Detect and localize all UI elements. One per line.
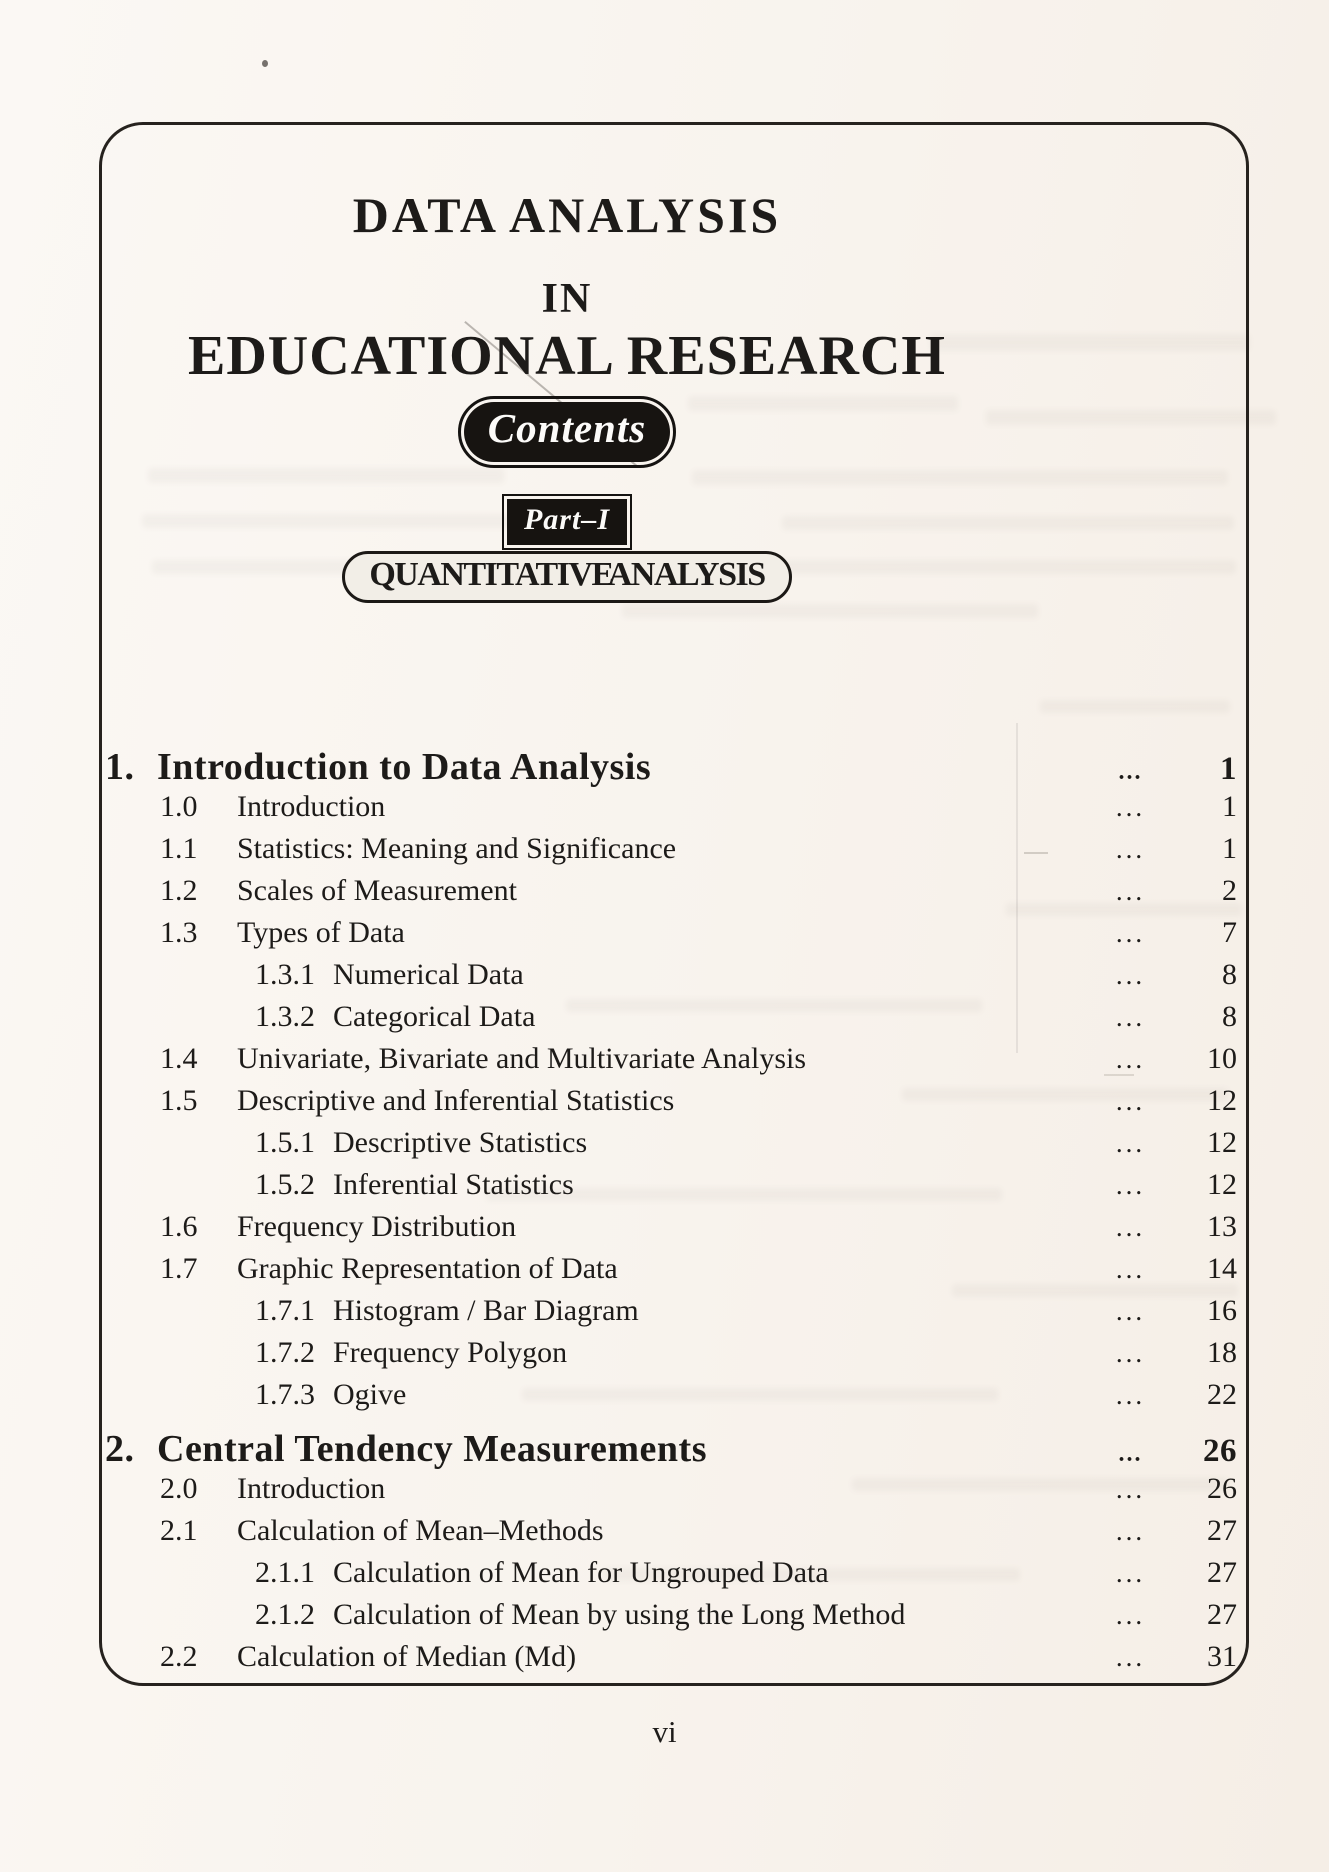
toc-section-row [105, 1640, 1237, 1682]
part-badge [502, 494, 632, 550]
toc-section-row [105, 874, 1237, 916]
toc-entry-page: 12 [1207, 1126, 1237, 1159]
toc-entry-number: 1.5.2 [255, 1168, 315, 1201]
table-of-contents [105, 738, 1237, 1682]
toc-entry-page: 13 [1207, 1210, 1237, 1243]
toc-subsection-row [105, 1168, 1237, 1210]
toc-entry-number: 1.0 [160, 790, 198, 823]
toc-entry-number: 1.4 [160, 1042, 198, 1075]
toc-section-row [105, 1042, 1237, 1084]
toc-entry-number: 1.6 [160, 1210, 198, 1243]
toc-entry-page: 1 [1222, 790, 1237, 823]
toc-leader-dots: ... [1115, 918, 1146, 948]
toc-entry-page: 10 [1207, 1042, 1237, 1075]
toc-entry-page: 12 [1207, 1084, 1237, 1117]
toc-leader-dots: ... [1118, 1441, 1143, 1467]
part-badge-row [97, 494, 1037, 550]
toc-subsection-row [105, 1598, 1237, 1640]
toc-entry-page: 8 [1222, 1000, 1237, 1033]
toc-entry-page: 18 [1207, 1336, 1237, 1369]
toc-entry-title: Central Tendency Measurements [157, 1428, 707, 1470]
toc-leader-dots: ... [1118, 759, 1143, 785]
toc-entry-number: 1.7.2 [255, 1336, 315, 1369]
toc-leader-dots: ... [1115, 792, 1146, 822]
toc-entry-title: Calculation of Median (Md) [237, 1640, 577, 1673]
toc-entry-title: Introduction [237, 1472, 386, 1505]
part-section-row [97, 551, 1037, 603]
toc-leader-dots: ... [1115, 1642, 1146, 1672]
toc-entry-number: 2. [105, 1428, 135, 1470]
toc-section-row [105, 1084, 1237, 1126]
toc-leader-dots: ... [1115, 1044, 1146, 1074]
book-title-line2: IN [541, 276, 593, 322]
toc-entry-title: Univariate, Bivariate and Multivariate Analysis [237, 1042, 807, 1075]
toc-leader-dots: ... [1115, 1338, 1146, 1368]
ink-speck-artifact [262, 60, 268, 67]
toc-leader-dots: ... [1115, 1516, 1146, 1546]
contents-badge-row [97, 396, 1037, 468]
toc-entry-title: Ogive [333, 1378, 407, 1411]
toc-entry-page: 31 [1207, 1640, 1237, 1673]
toc-entry-title: Frequency Distribution [237, 1210, 517, 1243]
toc-section-row [105, 790, 1237, 832]
toc-subsection-row [105, 1126, 1237, 1168]
toc-leader-dots: ... [1115, 1212, 1146, 1242]
toc-entry-number: 1.7.1 [255, 1294, 315, 1327]
toc-entry-page: 27 [1207, 1556, 1237, 1589]
toc-leader-dots: ... [1115, 1474, 1146, 1504]
toc-entry-number: 1.3 [160, 916, 198, 949]
toc-entry-page: 7 [1222, 916, 1237, 949]
toc-entry-title: Calculation of Mean for Ungrouped Data [333, 1556, 829, 1589]
toc-entry-title: Histogram / Bar Diagram [333, 1294, 639, 1327]
contents-badge [458, 396, 676, 468]
toc-entry-title: Introduction [237, 790, 386, 823]
toc-entry-title: Categorical Data [333, 1000, 536, 1033]
page-number: vi [652, 1714, 677, 1749]
toc-entry-title: Calculation of Mean by using the Long Method [333, 1598, 906, 1631]
toc-entry-title: Frequency Polygon [333, 1336, 568, 1369]
toc-entry-page: 1 [1222, 832, 1237, 865]
toc-chapter-row [105, 738, 1237, 790]
toc-section-row [105, 1210, 1237, 1252]
toc-entry-title: Types of Data [237, 916, 405, 949]
toc-subsection-row [105, 1556, 1237, 1598]
toc-entry-page: 8 [1222, 958, 1237, 991]
toc-entry-number: 1.5.1 [255, 1126, 315, 1159]
toc-leader-dots: ... [1115, 1380, 1146, 1410]
toc-entry-page: 27 [1207, 1514, 1237, 1547]
toc-entry-number: 2.0 [160, 1472, 198, 1505]
toc-entry-page: 1 [1220, 751, 1237, 787]
toc-entry-title: Numerical Data [333, 958, 524, 991]
part-badge-label: Part–I [507, 499, 627, 545]
toc-leader-dots: ... [1115, 834, 1146, 864]
toc-entry-number: 2.2 [160, 1640, 198, 1673]
toc-leader-dots: ... [1115, 1296, 1146, 1326]
toc-leader-dots: ... [1115, 1086, 1146, 1116]
toc-entry-page: 26 [1203, 1433, 1237, 1469]
toc-subsection-row [105, 1336, 1237, 1378]
contents-badge-label: Contents [464, 402, 670, 462]
toc-subsection-row [105, 1378, 1237, 1420]
toc-entry-page: 12 [1207, 1168, 1237, 1201]
book-title-line1: DATA ANALYSIS [352, 187, 782, 243]
toc-leader-dots: ... [1115, 1254, 1146, 1284]
toc-entry-number: 1.7.3 [255, 1378, 315, 1411]
toc-entry-title: Introduction to Data Analysis [157, 746, 652, 788]
toc-entry-number: 2.1.1 [255, 1556, 315, 1589]
toc-entry-title: Inferential Statistics [333, 1168, 574, 1201]
toc-leader-dots: ... [1115, 1600, 1146, 1630]
toc-section-row [105, 1252, 1237, 1294]
toc-section-row [105, 1514, 1237, 1556]
toc-entry-title: Statistics: Meaning and Significance [237, 832, 677, 865]
toc-entry-number: 1.1 [160, 832, 198, 865]
toc-subsection-row [105, 1294, 1237, 1336]
toc-chapter-row [105, 1420, 1237, 1472]
toc-entry-page: 2 [1222, 874, 1237, 907]
toc-entry-page: 22 [1207, 1378, 1237, 1411]
part-section-label: QUANTITATIVE ANALYSIS [342, 551, 791, 603]
toc-entry-page: 26 [1207, 1472, 1237, 1505]
toc-entry-title: Descriptive and Inferential Statistics [237, 1084, 675, 1117]
toc-section-row [105, 916, 1237, 958]
book-title-line3: EDUCATIONAL RESEARCH [188, 325, 946, 387]
toc-subsection-row [105, 1000, 1237, 1042]
toc-entry-title: Scales of Measurement [237, 874, 517, 907]
toc-entry-page: 16 [1207, 1294, 1237, 1327]
toc-entry-number: 1.2 [160, 874, 198, 907]
toc-entry-title: Descriptive Statistics [333, 1126, 588, 1159]
toc-entry-number: 1.3.1 [255, 958, 315, 991]
toc-leader-dots: ... [1115, 1170, 1146, 1200]
toc-entry-number: 1. [105, 746, 135, 788]
toc-entry-page: 14 [1207, 1252, 1237, 1285]
toc-leader-dots: ... [1115, 1128, 1146, 1158]
toc-entry-number: 1.5 [160, 1084, 198, 1117]
toc-entry-title: Graphic Representation of Data [237, 1252, 618, 1285]
toc-leader-dots: ... [1115, 1002, 1146, 1032]
toc-leader-dots: ... [1115, 1558, 1146, 1588]
toc-section-row [105, 1472, 1237, 1514]
toc-entry-number: 1.7 [160, 1252, 198, 1285]
toc-entry-number: 2.1 [160, 1514, 198, 1547]
toc-entry-number: 2.1.2 [255, 1598, 315, 1631]
toc-section-row [105, 832, 1237, 874]
toc-subsection-row [105, 958, 1237, 1000]
toc-entry-page: 27 [1207, 1598, 1237, 1631]
toc-entry-title: Calculation of Mean–Methods [237, 1514, 604, 1547]
toc-leader-dots: ... [1115, 960, 1146, 990]
toc-leader-dots: ... [1115, 876, 1146, 906]
toc-entry-number: 1.3.2 [255, 1000, 315, 1033]
